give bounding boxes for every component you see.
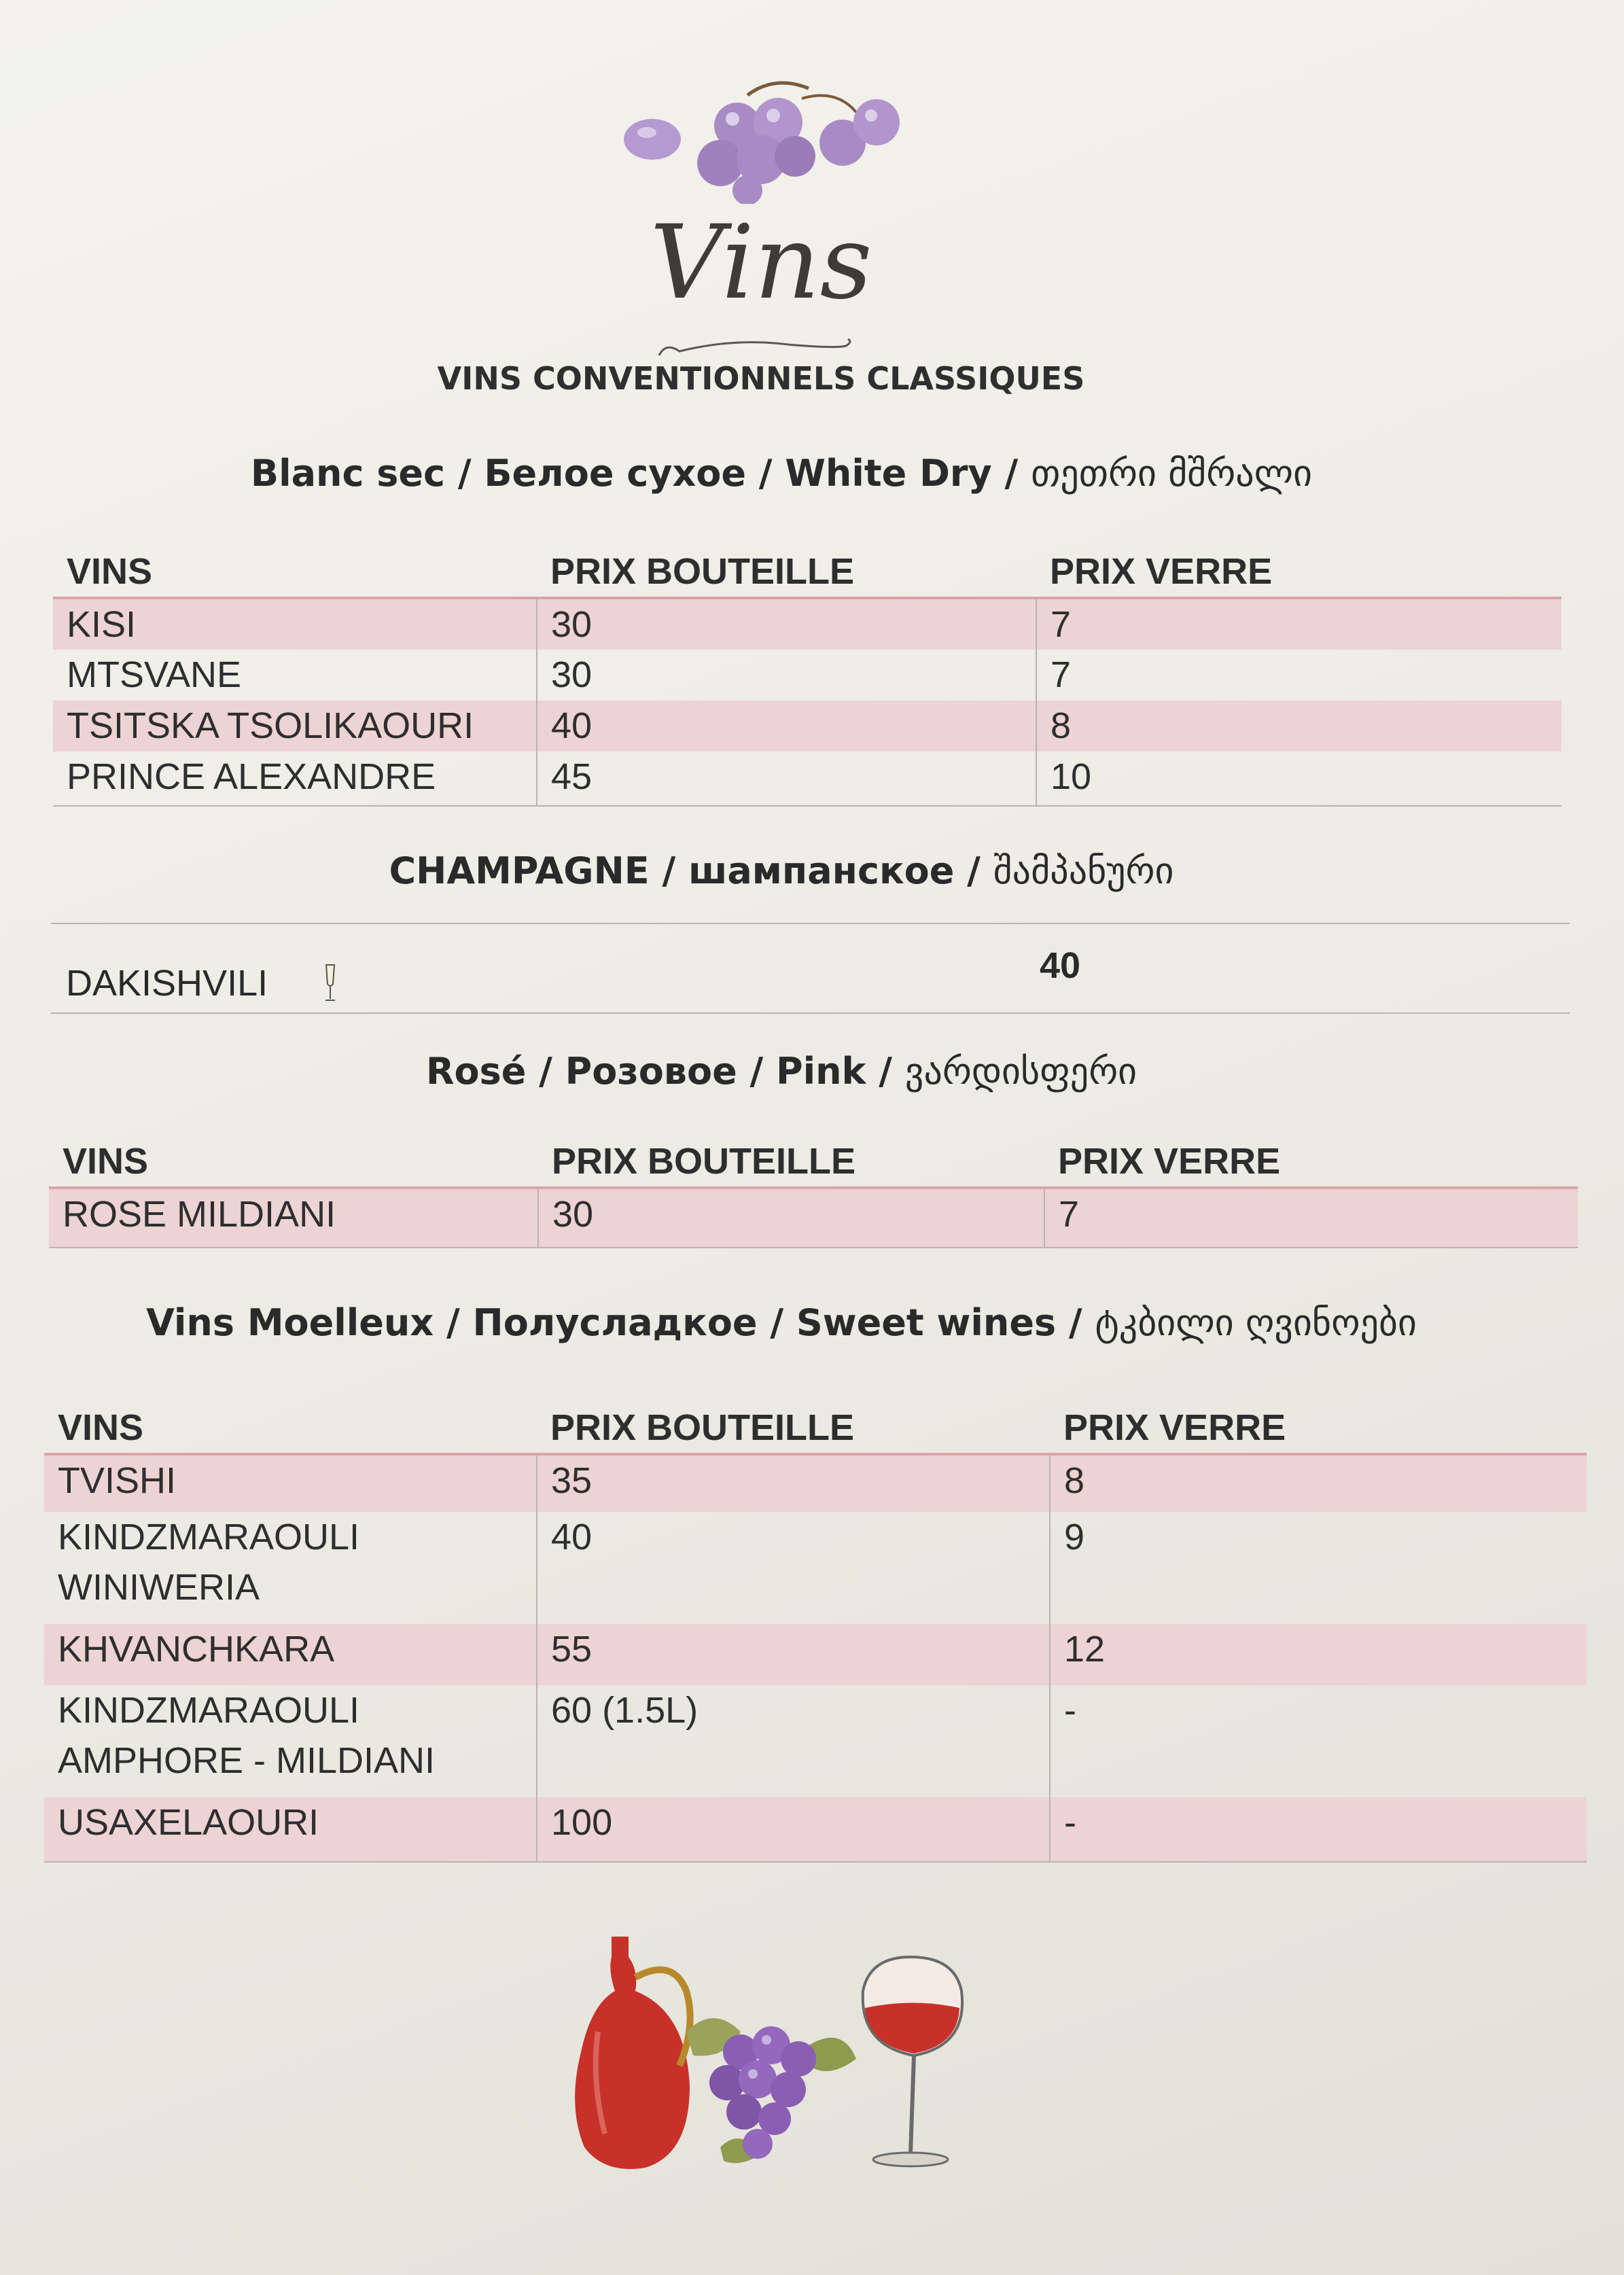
column-header-prix-verre: PRIX VERRE	[1050, 1393, 1587, 1454]
section-heading-georgian: ვარდისფერი	[904, 1050, 1137, 1093]
column-header-prix-bouteille: PRIX BOUTEILLE	[537, 540, 1036, 598]
table-row	[44, 1685, 1587, 1797]
glass-price: 7	[1036, 650, 1561, 701]
table-row	[49, 1188, 1578, 1248]
section-heading-rose	[0, 1050, 1563, 1093]
section-heading-georgian: შამპანური	[993, 849, 1174, 892]
wine-name-line: AMPHORE - MILDIANI	[58, 1740, 436, 1781]
section-heading-champagne	[0, 849, 1563, 892]
column-header-vins: VINS	[53, 540, 537, 598]
bottle-price: 40	[1040, 945, 1081, 986]
page-title: Vins	[650, 204, 872, 322]
section-heading-text: Vins Moelleux / Полусладкое / Sweet wines /	[146, 1301, 1082, 1344]
wine-name: KISI	[53, 598, 537, 650]
glass-price: 9	[1050, 1512, 1587, 1624]
wine-name: ROSE MILDIANI	[49, 1188, 538, 1248]
wine-name: MTSVANE	[67, 654, 242, 695]
menu-subtitle: VINS CONVENTIONNELS CLASSIQUES	[437, 360, 1085, 397]
section-heading-text: Rosé / Розовое / Pink /	[425, 1050, 892, 1093]
sweet-wines-table	[44, 1393, 1587, 1863]
column-header-vins: VINS	[49, 1133, 538, 1188]
champagne-flute-icon	[323, 964, 338, 1004]
glass-price: 12	[1050, 1624, 1587, 1685]
bottle-price: 35	[537, 1454, 1050, 1512]
wine-name	[44, 1624, 537, 1685]
blanc-sec-table	[53, 540, 1561, 807]
bottle-price: 60 (1.5L)	[537, 1685, 1050, 1797]
table-row	[53, 701, 1561, 752]
wine-name-line: KINDZMARAOULI	[58, 1517, 360, 1557]
wine-name-line: USAXELAOURI	[58, 1802, 319, 1843]
wine-name: DAKISHVILI	[66, 963, 268, 1004]
champagne-row	[51, 923, 1570, 1014]
wine-name	[44, 1512, 537, 1624]
glass-price: -	[1050, 1685, 1587, 1797]
wine-name-line: KHVANCHKARA	[58, 1629, 335, 1670]
wine-name-line: TVISHI	[58, 1460, 177, 1501]
bottle-price: 30	[537, 598, 1036, 650]
table-row	[53, 650, 1561, 701]
section-heading-text: Blanc sec / Белое сухое / White Dry /	[250, 452, 1019, 495]
bottle-price: 30	[538, 1188, 1044, 1248]
section-heading-sweet	[0, 1301, 1563, 1344]
glass-price: 8	[1036, 701, 1561, 752]
section-heading-blanc-sec	[0, 452, 1563, 495]
table-row	[44, 1512, 1587, 1624]
jug-grapes-wineglass-illustration	[571, 1930, 1006, 2188]
wine-name: TSITSKA TSOLIKAOURI	[53, 701, 537, 752]
glass-price: 7	[1036, 598, 1561, 650]
section-heading-georgian: ტკბილი ღვინოები	[1095, 1301, 1417, 1344]
column-header-prix-verre: PRIX VERRE	[1044, 1133, 1578, 1188]
column-header-prix-bouteille: PRIX BOUTEILLE	[538, 1133, 1044, 1188]
bottle-price: 100	[537, 1797, 1050, 1862]
column-header-vins: VINS	[44, 1393, 537, 1454]
table-row	[44, 1624, 1587, 1685]
bottle-price: 30	[537, 650, 1036, 701]
table-row	[53, 598, 1561, 650]
bottle-price: 40	[537, 701, 1036, 752]
table-row	[53, 752, 1561, 806]
wine-name: PRINCE ALEXANDRE	[53, 752, 537, 806]
section-heading-georgian: თეთრი მშრალი	[1031, 452, 1313, 495]
flourish-divider	[652, 336, 856, 364]
glass-price: 8	[1050, 1454, 1587, 1512]
bottle-price: 40	[537, 1512, 1050, 1624]
rose-table	[49, 1133, 1578, 1248]
table-row	[44, 1797, 1587, 1862]
wine-name-line: KINDZMARAOULI	[58, 1690, 360, 1731]
glass-price: 7	[1044, 1188, 1578, 1248]
section-heading-text: CHAMPAGNE / шампанское /	[389, 849, 981, 892]
wine-name	[44, 1797, 537, 1862]
wine-name	[44, 1454, 537, 1512]
wine-name-line: WINIWERIA	[58, 1567, 260, 1608]
bottle-price: 55	[537, 1624, 1050, 1685]
column-header-prix-bouteille: PRIX BOUTEILLE	[537, 1393, 1050, 1454]
bottle-price: 45	[537, 752, 1036, 806]
wine-name	[44, 1685, 537, 1797]
column-header-prix-verre: PRIX VERRE	[1036, 540, 1561, 598]
grapes-icon	[612, 48, 917, 204]
glass-price: -	[1050, 1797, 1587, 1862]
glass-price: 10	[1036, 752, 1561, 806]
table-row	[44, 1454, 1587, 1512]
